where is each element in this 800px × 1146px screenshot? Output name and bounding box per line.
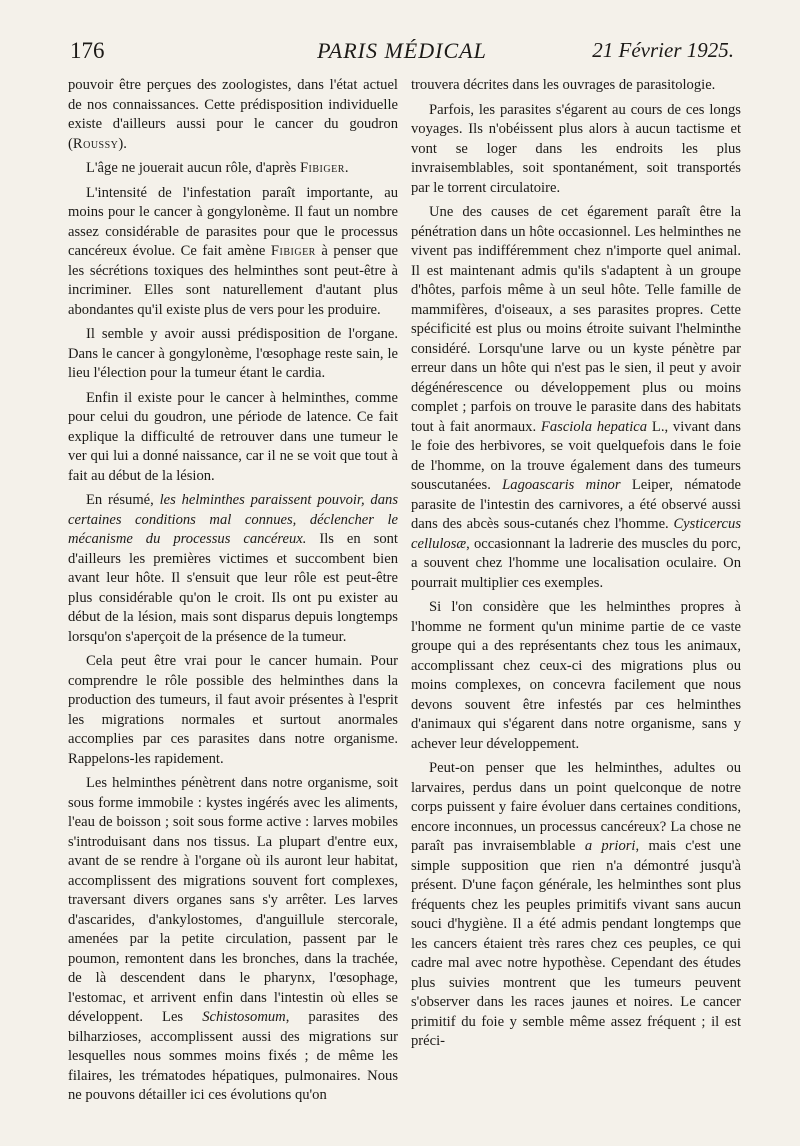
paragraph: Il semble y avoir aussi prédisposition de l'organe. Dans le cancer à gongylonème, l'œsophage reste sain, le lieu l'élection pour la tumeur étant le cardia. bbox=[68, 326, 398, 381]
paragraph: pouvoir être perçues des zoologistes, dans l'état actuel de nos connaissances. Cette prédisposition individuelle existe d'ailleurs aussi pour le cancer du goudron (Roussy). bbox=[68, 77, 398, 152]
paragraph: En résumé, les helminthes paraissent pouvoir, dans certaines conditions mal connues, déclencher le mécanisme du processus cancéreux. Ils en sont d'ailleurs les premières victimes et succombent bien avant leur hôte. Il s'ensuit que leur rôle est peut-être plus considérable qu'on le croit. Ils ont pu exister au début de la lésion, mais sont disparus depuis longtemps lorsqu'on s'aperçoit de la présence de la tumeur. bbox=[68, 492, 398, 645]
paragraph: Parfois, les parasites s'égarent au cours de ces longs voyages. Ils n'obéissent plus alors à aucun tactisme et vont se loger dans les endroits les plus invraisemblables, soit spontanément, soit transportés par le torrent circulatoire. bbox=[411, 101, 741, 196]
page-number: 176 bbox=[70, 38, 105, 63]
paragraph: Peut-on penser que les helminthes, adultes ou larvaires, perdus dans un point quelconque de notre corps puissent y faire évoluer dans certaines conditions, encore inconnues, un processus cancéreux? La chose ne paraît pas invraisemblable a priori, mais c'est une simple supposition que rien n'a démontré jusqu'à présent. D'une façon générale, les helminthes sont plus fréquents chez les peuples primitifs vivant sans aucun souci d'hygiène. Il a été admis pendant longtemps que les cancers étaient très rares chez ces peuples, ce qui cadre mal avec notre hypothèse. Cependant des études plus suivies montrent que les tumeurs peuvent s'observer dans les races jaunes et noires. Le cancer primitif du foie y semble même assez fréquent ; il est préci- bbox=[411, 760, 742, 1049]
journal-title: PARIS MÉDICAL bbox=[317, 38, 487, 63]
left-column bbox=[68, 76, 398, 1111]
paragraph: Cela peut être vrai pour le cancer humain. Pour comprendre le rôle possible des helminthes dans la production des tumeurs, il faut avoir présentes à l'esprit les migrations normales et surtout anormales accomplies par ces parasites dans notre organisme. Rappelons-les rapidement. bbox=[68, 653, 398, 767]
paragraph: L'intensité de l'infestation paraît importante, au moins pour le cancer à gongylonème. Il faut un nombre assez considérable de parasites pour que le processus cancéreux évolue. Ce fait amène Fibiger à penser que les sécrétions toxiques des helminthes sont peut-être à incriminer. Elles sont naturellement d'autant plus abondantes qu'il existe plus de vers pour les produire. bbox=[68, 184, 398, 318]
paragraph: L'âge ne jouerait aucun rôle, d'après Fibiger. bbox=[86, 160, 349, 176]
issue-date: 21 Février 1925. bbox=[592, 38, 734, 62]
right-column bbox=[411, 76, 741, 1057]
page-header bbox=[70, 38, 734, 72]
paragraph: Si l'on considère que les helminthes propres à l'homme ne forment qu'un minime partie de ce vaste groupe qui a des représentants chez tous les animaux, accomplissant chez ceux-ci des migrations plus ou moins complexes, on concevra facilement que nous devons souvent être infestés par ces helminthes d'animaux qui s'égarent dans notre organisme, sans y achever leur développement. bbox=[411, 599, 741, 752]
paragraph: Enfin il existe pour le cancer à helminthes, comme pour celui du goudron, une période de latence. Ce fait explique la difficulté de retrouver dans une tumeur le ver qui lui a donné naissance, car il ne se voit que tout à fait au début de la lésion. bbox=[68, 389, 398, 484]
paragraph: Une des causes de cet égarement paraît être la pénétration dans un hôte occasionnel. Les helminthes ne vivent pas indifféremment chez n'importe quel animal. Il est maintenant admis qu'ils s'adaptent à un groupe d'hôtes, parfois même à un seul hôte. Telle famille de mammifères, d'oiseaux, a ses parasites propres. Cette spécificité est plus ou moins étroite suivant l'helminthe considéré. Lorsqu'une larve ou un kyste pénètre par erreur dans un hôte qui n'est pas le sien, il peut y avoir dégénérescence ou développement plus ou moins complet ; parfois on trouve le parasite dans des habitats tout à fait anormaux. Fasciola hepatica L., vivant dans le foie des herbivores, se voit quelquefois dans le foie de l'homme, on la trouve également dans des tumeurs souscutanées. Lagoascaris minor Leiper, nématode parasite de l'intestin des carnivores, a été observé aussi dans des abcès sous-cutanés chez l'homme. Cysticercus cellulosæ, occasionnant la ladrerie des muscles du porc, a souvent chez l'homme une localisation oculaire. On pourrait multiplier ces exemples. bbox=[411, 204, 742, 591]
paragraph: Les helminthes pénètrent dans notre organisme, soit sous forme immobile : kystes ingérés avec les aliments, l'eau de boisson ; soit sous forme active : larves mobiles s'introduisant dans nos tissus. La plupart d'entre eux, avant de se rendre à l'organe où ils auront leur habitat, accomplissent des migrations souvent fort complexes, traversant divers organes sans s'y arrêter. Les larves d'ascarides, d'ankylostomes, d'anguillule stercorale, amenées par la petite circulation, passent par le poumon, remontent dans les bronches, dans la trachée, de là descendent dans le pharynx, l'œsophage, l'estomac, et arrivent enfin dans l'intestin où elles se développent. Les Schistosomum, parasites des bilharzioses, accomplissent aussi des migrations sur lesquelles nous sommes moins fixés ; de même les filaires, les trématodes hépatiques, pulmonaires. Nous ne pouvons détailler ici ces évolutions qu'on bbox=[68, 775, 398, 1103]
paragraph: trouvera décrites dans les ouvrages de parasitologie. bbox=[411, 77, 716, 93]
